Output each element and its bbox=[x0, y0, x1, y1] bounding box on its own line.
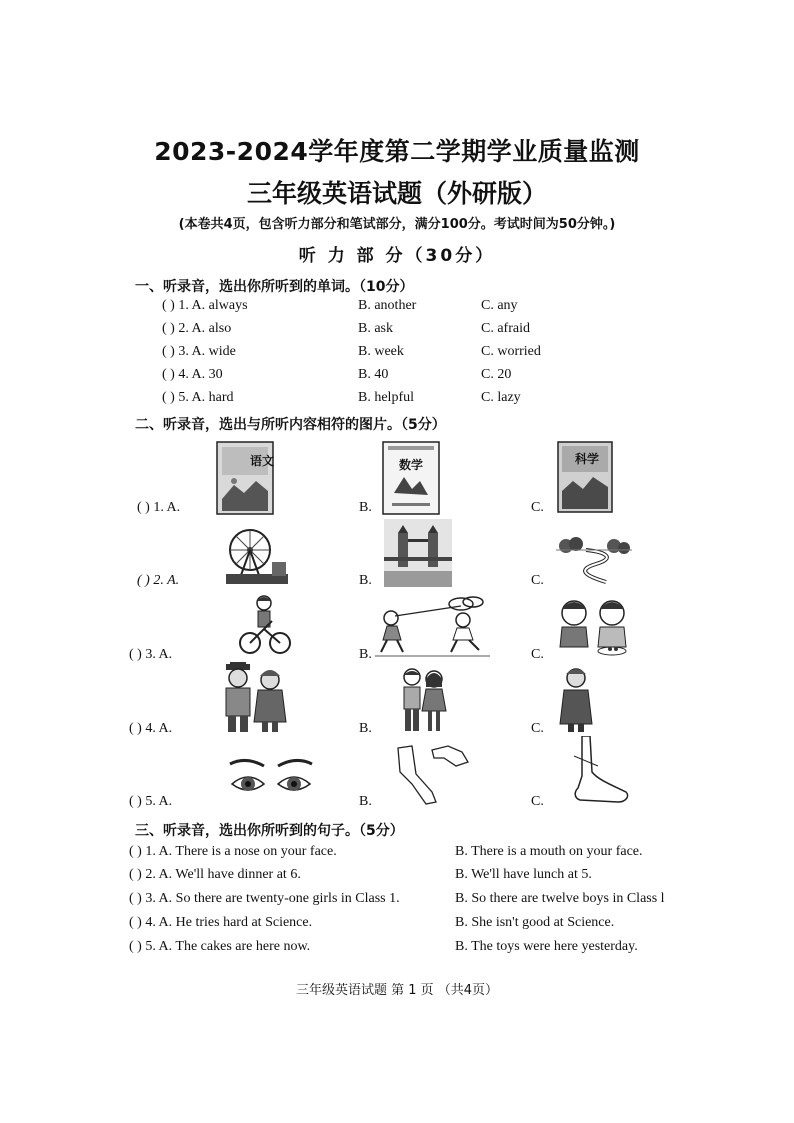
young-couple-picture bbox=[398, 667, 450, 733]
s1-q1-c: C. any bbox=[481, 298, 518, 313]
math-book-picture bbox=[382, 441, 440, 515]
s2-q2-c: C. bbox=[531, 573, 544, 588]
section1-heading: 一、听录音，选出你所听到的单词。（10分） bbox=[135, 279, 414, 295]
s1-q2-b: B. ask bbox=[358, 321, 393, 336]
science-book-label: 科学 bbox=[574, 452, 600, 466]
s1-q3-c: C. worried bbox=[481, 344, 541, 359]
section2-heading: 二、听录音，选出与所听内容相符的图片。（5分） bbox=[135, 417, 446, 433]
s1-q1-b: B. another bbox=[358, 298, 417, 313]
exam-title: 2023-2024学年度第二学期学业质量监测 bbox=[154, 137, 640, 166]
exam-note: (本卷共4页，包含听力部分和笔试部分，满分100分。考试时间为50分钟。) bbox=[178, 217, 616, 232]
s1-q2: ( ) 2. A. also bbox=[162, 321, 232, 336]
s3-q4: ( ) 4. A. He tries hard at Science. bbox=[129, 915, 313, 930]
s1-q5-c: C. lazy bbox=[481, 390, 521, 405]
s2-q3-c: C. bbox=[531, 647, 544, 662]
s1-q4: ( ) 4. A. 30 bbox=[162, 367, 223, 382]
s2-q5: ( ) 5. A. bbox=[129, 794, 173, 809]
s2-q4-b: B. bbox=[359, 721, 372, 736]
two-girls-eating-picture bbox=[552, 595, 634, 659]
s2-q2: ( ) 2. A. bbox=[137, 573, 180, 588]
page-footer: 三年级英语试题 第 1 页 （共4页） bbox=[295, 983, 499, 998]
s3-q5: ( ) 5. A. The cakes are here now. bbox=[129, 939, 311, 954]
s2-q3: ( ) 3. A. bbox=[129, 647, 173, 662]
exam-subtitle: 三年级英语试题（外研版） bbox=[246, 179, 547, 208]
tower-bridge-picture bbox=[384, 519, 452, 587]
s2-q4: ( ) 4. A. bbox=[129, 721, 173, 736]
s3-q4-b: B. She isn't good at Science. bbox=[455, 915, 615, 930]
s1-q1: ( ) 1. A. always bbox=[162, 298, 248, 313]
chinese-book-label: 语文 bbox=[250, 454, 274, 468]
chinese-book-picture bbox=[216, 441, 274, 515]
s2-q4-c: C. bbox=[531, 721, 544, 736]
s2-q1-b: B. bbox=[359, 500, 372, 515]
science-book-picture bbox=[557, 441, 613, 513]
s1-q5: ( ) 5. A. hard bbox=[162, 390, 234, 405]
eyes-picture bbox=[228, 756, 314, 798]
s2-q5-b: B. bbox=[359, 794, 372, 809]
s3-q2-b: B. We'll have lunch at 5. bbox=[455, 867, 592, 882]
s2-q2-b: B. bbox=[359, 573, 372, 588]
s1-q2-c: C. afraid bbox=[481, 321, 530, 336]
s1-q4-b: B. 40 bbox=[358, 367, 389, 382]
s1-q4-c: C. 20 bbox=[481, 367, 512, 382]
section3-heading: 三、听录音，选出你所听到的句子。（5分） bbox=[135, 823, 404, 839]
s3-q3-b: B. So there are twelve boys in Class l bbox=[455, 891, 665, 906]
boy-riding-bike-picture bbox=[238, 593, 292, 657]
ferris-wheel-picture bbox=[226, 522, 288, 586]
s3-q1: ( ) 1. A. There is a nose on your face. bbox=[129, 844, 337, 859]
s3-q2: ( ) 2. A. We'll have dinner at 6. bbox=[129, 867, 301, 882]
old-couple-picture bbox=[220, 662, 290, 734]
s2-q5-c: C. bbox=[531, 794, 544, 809]
arms-picture bbox=[392, 744, 472, 806]
s3-q5-b: B. The toys were here yesterday. bbox=[455, 939, 638, 954]
kids-flying-kite-picture bbox=[375, 594, 490, 658]
listening-part-title: 听 力 部 分（30分） bbox=[298, 246, 496, 266]
math-book-label: 数学 bbox=[398, 458, 424, 472]
s3-q3: ( ) 3. A. So there are twenty-one girls in Class 1. bbox=[129, 891, 400, 906]
s1-q3: ( ) 3. A. wide bbox=[162, 344, 236, 359]
s1-q3-b: B. week bbox=[358, 344, 404, 359]
s2-q1-c: C. bbox=[531, 500, 544, 515]
s1-q5-b: B. helpful bbox=[358, 390, 414, 405]
s2-q3-b: B. bbox=[359, 647, 372, 662]
s3-q1-b: B. There is a mouth on your face. bbox=[455, 844, 643, 859]
grandmother-picture bbox=[556, 664, 596, 732]
s2-q1: ( ) 1. A. bbox=[137, 500, 181, 515]
river-picture bbox=[556, 536, 632, 584]
foot-picture bbox=[568, 736, 632, 806]
